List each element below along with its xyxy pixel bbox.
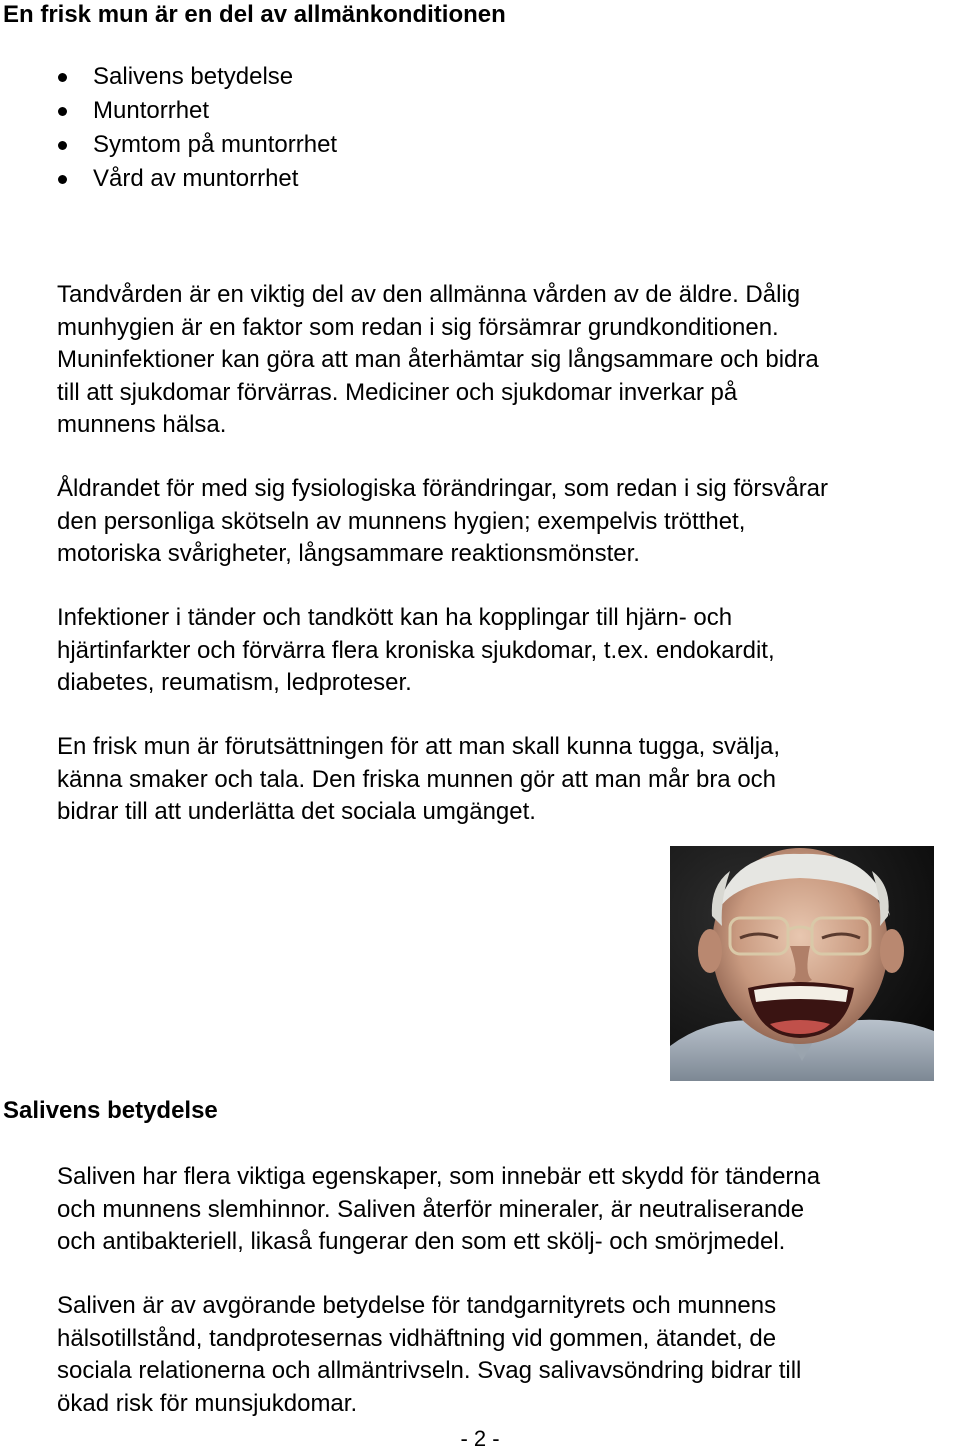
text-line: den personliga skötseln av munnens hygien; exempelvis trötthet, <box>57 507 746 535</box>
text-line: och munnens slemhinnor. Saliven återför mineraler, är neutraliserande <box>57 1195 805 1223</box>
topic-list-item <box>56 128 337 162</box>
text-line: och antibakteriell, likaså fungerar den som ett skölj- och smörjmedel. <box>57 1228 786 1255</box>
text-line: känna smaker och tala. Den friska munnen gör att man mår bra och <box>57 765 777 793</box>
bullet-icon <box>58 175 67 184</box>
text-line: diabetes, reumatism, ledproteser. <box>57 669 412 696</box>
aging-paragraph <box>57 473 960 571</box>
page-number: - 2 - <box>460 1426 500 1451</box>
page-title: En frisk mun är en del av allmänkonditionen <box>3 1 506 28</box>
text-line: bidrar till att underlätta det sociala umgänget. <box>57 798 536 825</box>
text-line: En frisk mun är förutsättningen för att man skall kunna tugga, svälja, <box>57 733 781 760</box>
text-line: Saliven är av avgörande betydelse för tandgarnityrets och munnens <box>57 1292 777 1319</box>
section-heading: Salivens betydelse <box>3 1097 218 1124</box>
topic-list-item <box>56 60 337 94</box>
topic-label: Muntorrhet <box>93 97 210 124</box>
text-line: Saliven har flera viktiga egenskaper, som innebär ett skydd för tänderna <box>57 1163 821 1190</box>
text-line: ökad risk för munsjukdomar. <box>57 1389 358 1417</box>
text-line: munhygien är en faktor som redan i sig försämrar grundkonditionen. <box>57 313 779 341</box>
bullet-icon <box>58 141 67 150</box>
bullet-icon <box>58 73 67 82</box>
infection-paragraph <box>57 602 960 700</box>
text-line: till att sjukdomar förvärras. Mediciner och sjukdomar inverkar på <box>57 378 738 406</box>
text-line: Åldrandet för med sig fysiologiska förändringar, som redan i sig försvårar <box>57 475 829 502</box>
topic-label: Vård av muntorrhet <box>93 165 299 192</box>
text-line: motoriska svårigheter, långsammare reaktionsmönster. <box>57 540 640 567</box>
topic-list-item <box>56 94 337 128</box>
text-line: Tandvården är en viktig del av den allmänna vården av de äldre. Dålig <box>57 281 801 308</box>
portrait-illustration <box>670 846 934 1081</box>
intro-paragraph <box>57 279 960 442</box>
text-line: munnens hälsa. <box>57 411 227 438</box>
text-line: Muninfektioner kan göra att man återhämtar sig långsammare och bidra <box>57 346 819 373</box>
saliva-properties-paragraph <box>57 1161 960 1259</box>
topic-label: Salivens betydelse <box>93 63 294 90</box>
text-line: sociala relationerna och allmäntrivseln. Svag salivavsöndring bidrar till <box>57 1357 802 1384</box>
text-line: Infektioner i tänder och tandkött kan ha kopplingar till hjärn- och <box>57 604 733 631</box>
laughing-man-photo <box>670 846 934 1081</box>
saliva-importance-paragraph <box>57 1290 960 1420</box>
topic-list <box>56 60 337 196</box>
bullet-icon <box>58 107 67 116</box>
text-line: hjärtinfarkter och förvärra flera kroniska sjukdomar, t.ex. endokardit, <box>57 636 775 664</box>
topic-label: Symtom på muntorrhet <box>93 131 338 158</box>
topic-list-item <box>56 162 337 196</box>
healthy-mouth-paragraph <box>57 731 960 829</box>
text-line: hälsotillstånd, tandprotesernas vidhäftning vid gommen, ätandet, de <box>57 1324 777 1352</box>
